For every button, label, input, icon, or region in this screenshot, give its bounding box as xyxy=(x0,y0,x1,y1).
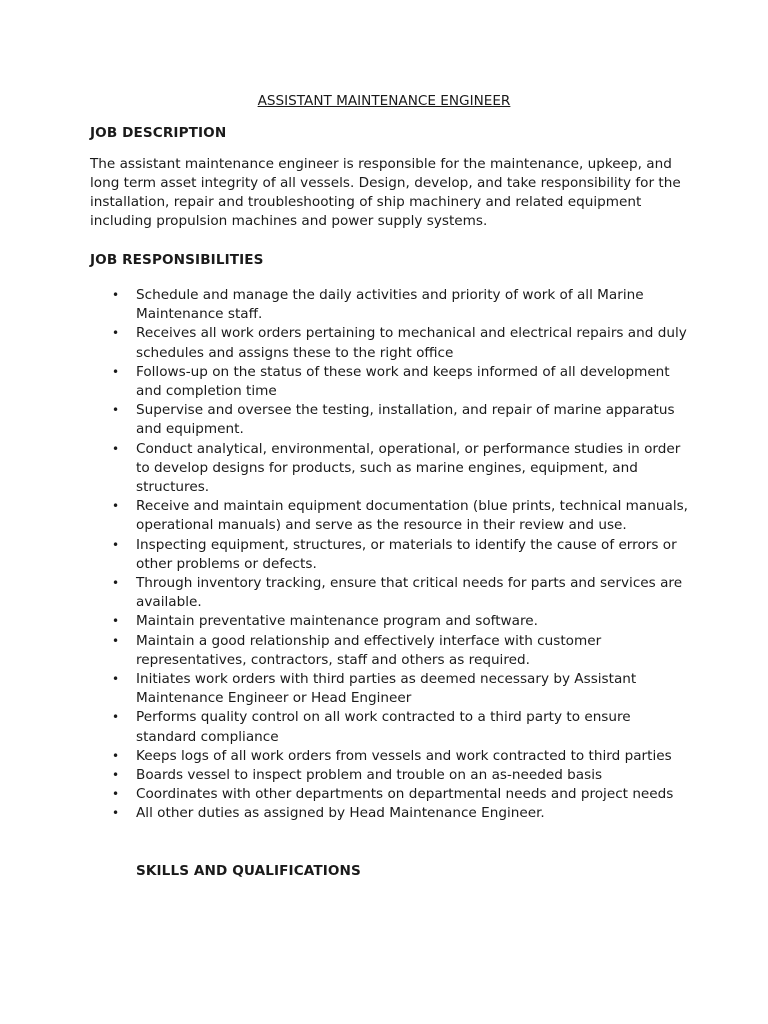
responsibility-item xyxy=(90,324,690,362)
responsibility-text: Supervise and oversee the testing, installation, and repair of marine apparatus and equipment. xyxy=(136,402,675,438)
responsibility-item xyxy=(90,708,690,746)
responsibility-item xyxy=(90,497,690,535)
bullet-icon: • xyxy=(112,710,120,725)
bullet-icon: • xyxy=(112,633,120,648)
bullet-icon: • xyxy=(112,537,120,552)
responsibility-text: Keeps logs of all work orders from vessels and work contracted to third parties xyxy=(136,747,672,764)
bullet-icon: • xyxy=(112,576,120,591)
responsibility-item xyxy=(90,785,690,804)
bullet-icon: • xyxy=(112,499,120,514)
responsibility-text: Maintain preventative maintenance program and software. xyxy=(136,613,538,630)
responsibility-text: Through inventory tracking, ensure that critical needs for parts and services are available. xyxy=(136,575,683,611)
responsibility-text: Boards vessel to inspect problem and trouble on an as-needed basis xyxy=(136,767,603,784)
responsibility-text: Performs quality control on all work contracted to a third party to ensure standard compliance xyxy=(136,709,631,745)
responsibility-text: Inspecting equipment, structures, or materials to identify the cause of errors or other problems or defects. xyxy=(136,536,677,572)
bullet-icon: • xyxy=(112,787,120,802)
responsibility-item xyxy=(90,363,690,401)
document-title: ASSISTANT MAINTENANCE ENGINEER xyxy=(257,93,511,109)
responsibility-item xyxy=(90,440,690,498)
responsibility-item xyxy=(90,536,690,574)
responsibility-text: Receive and maintain equipment documentation (blue prints, technical manuals, operational manuals) and serve as the resource in their review and use. xyxy=(136,498,689,534)
bullet-icon: • xyxy=(112,614,120,629)
bullet-icon: • xyxy=(112,748,120,763)
job-description-heading: JOB DESCRIPTION xyxy=(90,125,227,141)
bullet-icon: • xyxy=(112,326,120,341)
job-description-text: The assistant maintenance engineer is responsible for the maintenance, upkeep, and long term asset integrity of all vessels. Design, develop, and take responsibility for the installation, repair and troubleshooting of ship machinery and related equipment including propulsion machines and power supply systems. xyxy=(90,156,681,229)
responsibility-text: Receives all work orders pertaining to mechanical and electrical repairs and duly schedules and assigns these to the right office xyxy=(136,325,687,361)
responsibility-text: All other duties as assigned by Head Maintenance Engineer. xyxy=(136,805,545,822)
responsibility-item xyxy=(90,766,690,785)
responsibility-item xyxy=(90,612,690,631)
skills-qualifications-heading: SKILLS AND QUALIFICATIONS xyxy=(136,863,361,879)
responsibility-item xyxy=(90,286,690,324)
responsibility-item xyxy=(90,574,690,612)
responsibility-item xyxy=(90,747,690,766)
responsibility-text: Maintain a good relationship and effectively interface with customer representatives, contractors, staff and others as required. xyxy=(136,632,602,668)
bullet-icon: • xyxy=(112,806,120,821)
bullet-icon: • xyxy=(112,288,120,302)
bullet-icon: • xyxy=(112,441,120,456)
bullet-icon: • xyxy=(112,403,120,418)
responsibilities-list xyxy=(90,286,690,824)
responsibility-text: Follows-up on the status of these work and keeps informed of all development and completion time xyxy=(136,363,670,400)
job-responsibilities-heading: JOB RESPONSIBILITIES xyxy=(90,252,264,268)
responsibility-text: Initiates work orders with third parties as deemed necessary by Assistant Maintenance Engineer or Head Engineer xyxy=(136,671,637,707)
responsibility-item xyxy=(90,670,690,708)
bullet-icon: • xyxy=(112,364,120,379)
responsibility-item xyxy=(90,632,690,670)
responsibility-item xyxy=(90,401,690,439)
responsibility-text: Coordinates with other departments on departmental needs and project needs xyxy=(136,786,674,803)
responsibility-item xyxy=(90,804,690,823)
responsibility-text: Conduct analytical, environmental, operational, or performance studies in order to develop designs for products, such as marine engines, equipment, and structures. xyxy=(136,440,681,496)
bullet-icon: • xyxy=(112,768,120,783)
bullet-icon: • xyxy=(112,672,120,687)
responsibility-text: Schedule and manage the daily activities and priority of work of all Marine Maintenance staff. xyxy=(136,287,644,323)
